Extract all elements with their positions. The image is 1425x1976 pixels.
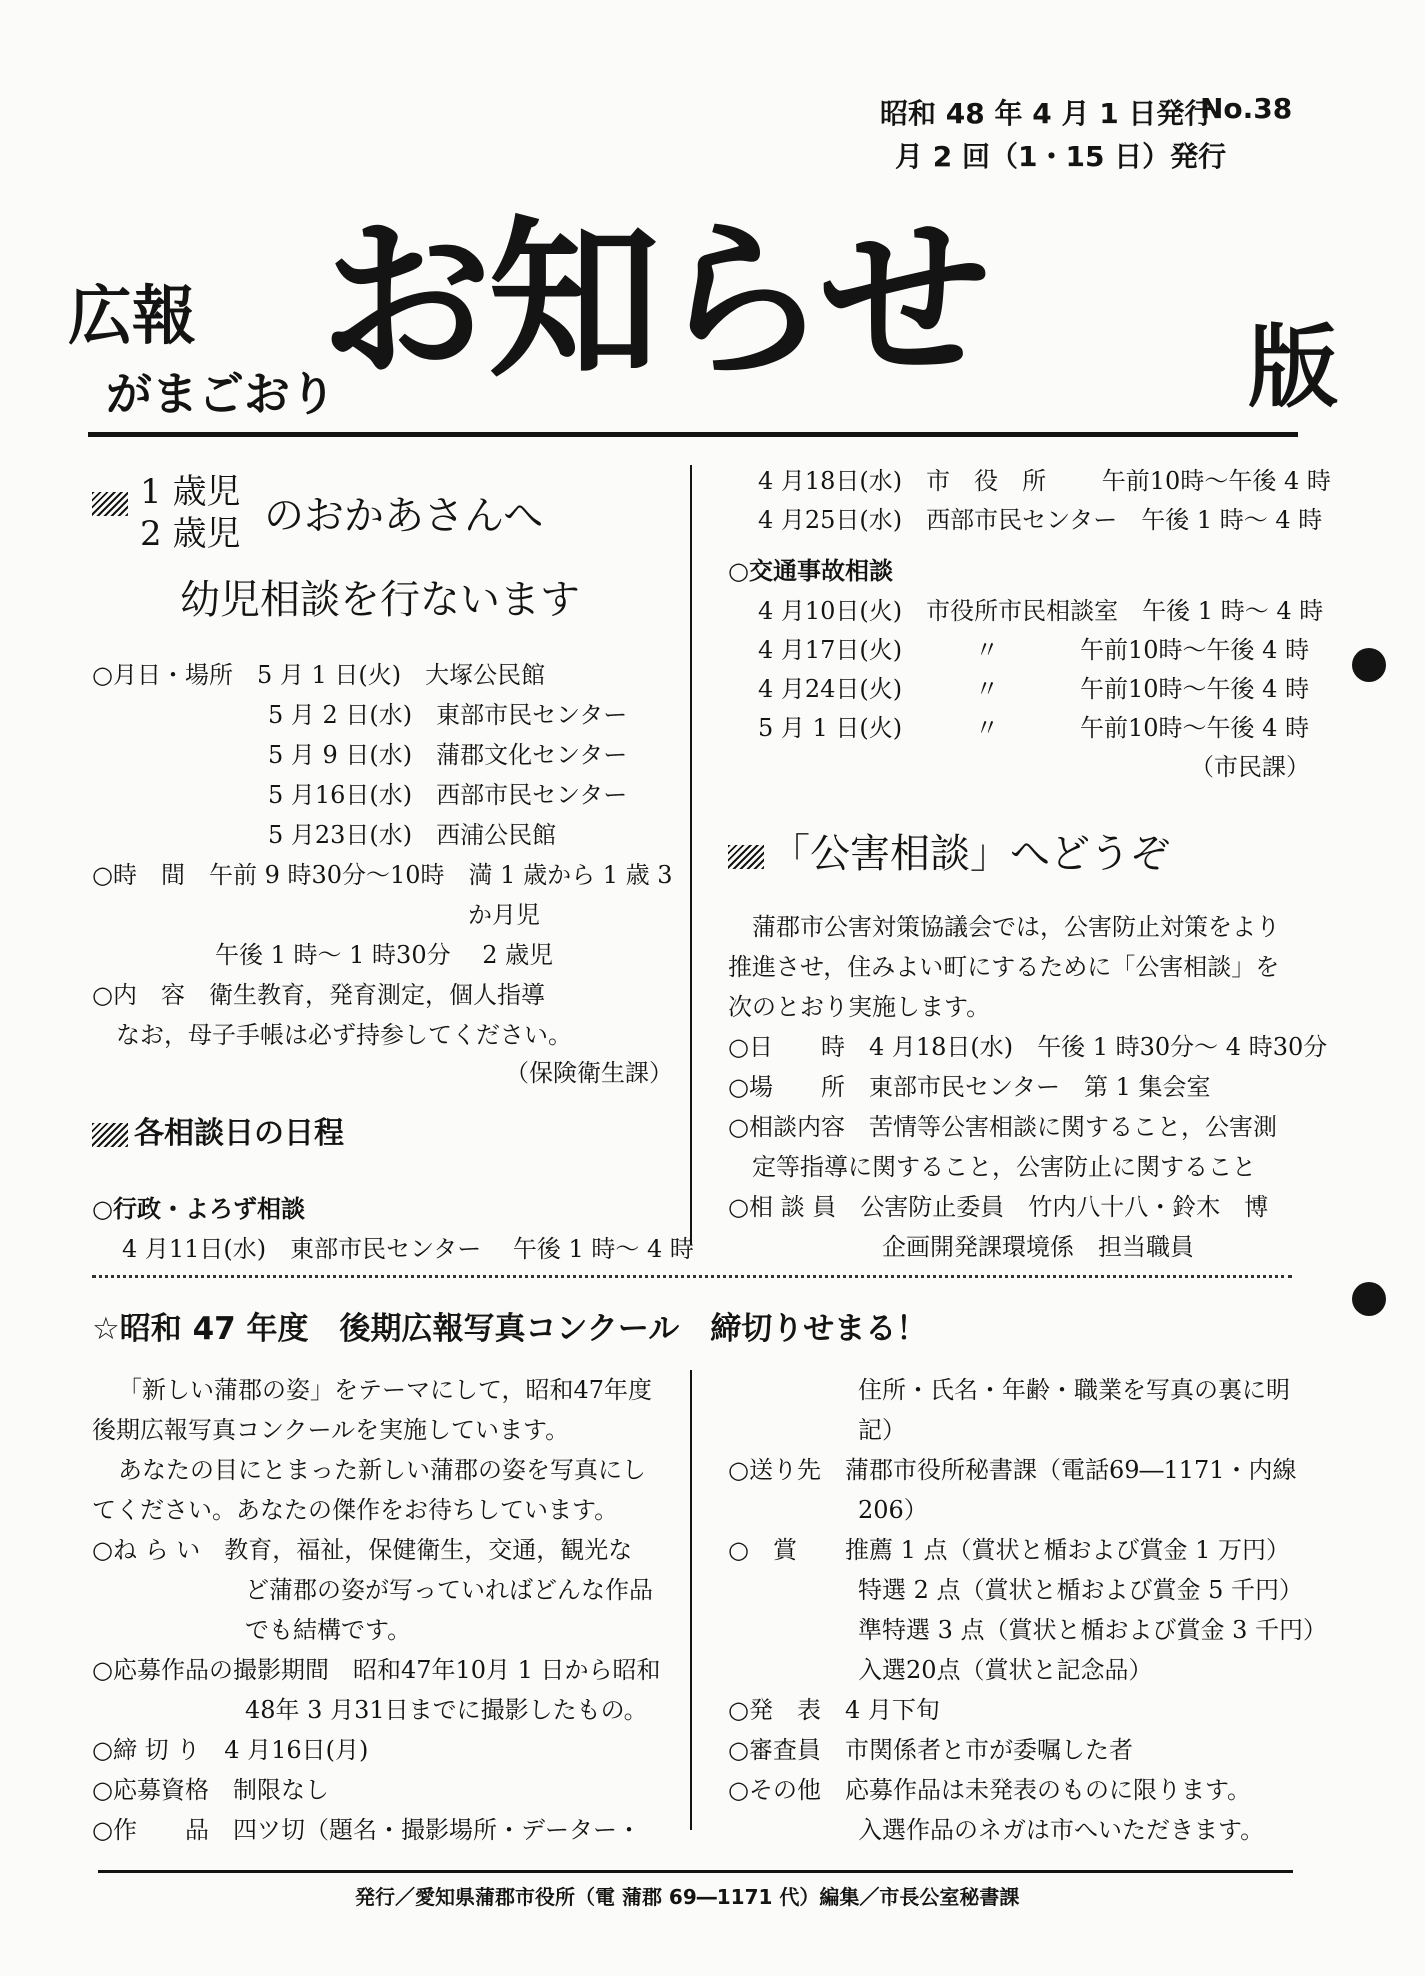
contest-line: 入選20点（賞状と記念品） bbox=[858, 1656, 1153, 1684]
civic-dept: （市民課） bbox=[1190, 753, 1310, 781]
infant-line: なお，母子手帳は必ず持参してください。 bbox=[116, 1021, 572, 1049]
infant-line: ○時 間 午前 9 時30分～10時 満 1 歳から 1 歳 3 bbox=[92, 861, 673, 889]
section-separator bbox=[92, 1275, 1292, 1278]
contest-line: 入選作品のネガは市へいただきます。 bbox=[858, 1816, 1265, 1844]
contest-line: ど蒲郡の姿が写っていればどんな作品 bbox=[245, 1576, 653, 1604]
infant-line: ○内 容 衛生教育，発育測定，個人指導 bbox=[92, 981, 545, 1009]
pollution-line: 企画開発課環境係 担当職員 bbox=[882, 1233, 1194, 1261]
traffic-row: 4 月24日(火) bbox=[758, 675, 903, 703]
admin-row: 4 月11日(水) 東部市民センター 午後 1 時～ 4 時 bbox=[122, 1235, 694, 1263]
heading-mothers: のおかあさんへ bbox=[264, 493, 544, 539]
ditto-mark: 〃 bbox=[975, 675, 999, 703]
pollution-line: 次のとおり実施します。 bbox=[728, 993, 991, 1021]
ditto-mark: 〃 bbox=[975, 714, 999, 742]
infant-line: 5 月16日(水) 西部市民センター bbox=[268, 781, 628, 809]
pollution-line: ○相談内容 苦情等公害相談に関すること，公害測 bbox=[728, 1113, 1277, 1141]
masthead-title: お知らせ bbox=[320, 198, 987, 401]
issue-number: No.38 bbox=[1200, 92, 1293, 125]
issue-date: 昭和 48 年 4 月 1 日発行 bbox=[880, 97, 1213, 130]
hatch-mark bbox=[92, 492, 128, 516]
pollution-line: ○場 所 東部市民センター 第 1 集会室 bbox=[728, 1073, 1211, 1101]
contest-line: 48年 3 月31日までに撮影したもの。 bbox=[245, 1696, 648, 1724]
infant-line: 午後 1 時～ 1 時30分 2 歳児 bbox=[215, 941, 554, 969]
contest-line: ○作 品 四ツ切（題名・撮影場所・データー・ bbox=[92, 1816, 641, 1844]
footer-publisher: 発行／愛知県蒲郡市役所（電 蒲郡 69―1171 代）編集／市長公室秘書課 bbox=[355, 1885, 1020, 1909]
infant-dept: （保険衛生課） bbox=[505, 1059, 673, 1087]
contest-line: 準特選 3 点（賞状と楯および賞金 3 千円） bbox=[858, 1616, 1328, 1644]
masthead-rule bbox=[88, 432, 1298, 437]
admin-label: ○行政・よろず相談 bbox=[92, 1195, 305, 1223]
pollution-heading: 「公害相談」へどうぞ bbox=[728, 830, 1170, 878]
edition-label: 版 bbox=[1248, 315, 1338, 420]
traffic-time: 午前10時～午後 4 時 bbox=[1080, 675, 1310, 703]
contest-line: ○審査員 市関係者と市が委嘱した者 bbox=[728, 1736, 1133, 1764]
contest-line: ○ね ら い 教育，福祉，保健衛生，交通，観光な bbox=[92, 1536, 633, 1564]
schedule-heading: 各相談日の日程 bbox=[92, 1116, 344, 1152]
contest-line: ○発 表 4 月下旬 bbox=[728, 1696, 940, 1724]
column-divider-top bbox=[690, 465, 692, 1245]
contest-heading: ☆昭和 47 年度 後期広報写真コンクール 締切りせまる！ bbox=[92, 1311, 928, 1347]
footer-rule bbox=[98, 1870, 1293, 1873]
contest-line: 住所・氏名・年齢・職業を写真の裏に明 bbox=[858, 1376, 1290, 1404]
traffic-label: ○交通事故相談 bbox=[728, 557, 893, 585]
contest-line: 206） bbox=[858, 1496, 928, 1524]
pollution-line: ○相 談 員 公害防止委員 竹内八十八・鈴木 博 bbox=[728, 1193, 1269, 1221]
column-divider-bottom bbox=[690, 1370, 692, 1830]
infant-line: 5 月 9 日(水) 蒲郡文化センター bbox=[268, 741, 628, 769]
contest-line: 特選 2 点（賞状と楯および賞金 5 千円） bbox=[858, 1576, 1304, 1604]
gamagoori-label: がまごおり bbox=[106, 367, 336, 421]
infant-subheading: 幼児相談を行ないます bbox=[180, 577, 580, 623]
contest-line: 後期広報写真コンクールを実施しています。 bbox=[92, 1416, 570, 1444]
traffic-row: 4 月10日(火) 市役所市民相談室 午後 1 時～ 4 時 bbox=[758, 597, 1324, 625]
contest-line: ○締 切 り 4 月16日(月) bbox=[92, 1736, 369, 1764]
hatch-mark bbox=[92, 1123, 128, 1147]
punch-hole-icon bbox=[1352, 1282, 1386, 1316]
contest-line: ○その他 応募作品は未発表のものに限ります。 bbox=[728, 1776, 1252, 1804]
pollution-line: 推進させ，住みよい町にするために「公害相談」を bbox=[728, 953, 1280, 981]
contest-line: てください。あなたの傑作をお待ちしています。 bbox=[92, 1496, 619, 1524]
contest-line: ○応募資格 制限なし bbox=[92, 1776, 329, 1804]
issue-frequency: 月 2 回（1・15 日）発行 bbox=[895, 140, 1227, 173]
contest-line: あなたの目にとまった新しい蒲郡の姿を写真にし bbox=[118, 1456, 646, 1484]
punch-hole-icon bbox=[1352, 648, 1386, 682]
traffic-time: 午前10時～午後 4 時 bbox=[1080, 714, 1310, 742]
pollution-line: 定等指導に関すること，公害防止に関すること bbox=[752, 1153, 1256, 1181]
infant-line: 5 月23日(水) 西浦公民館 bbox=[268, 821, 557, 849]
kouhou-label: 広報 bbox=[68, 280, 196, 354]
infant-line: 5 月 2 日(水) 東部市民センター bbox=[268, 701, 628, 729]
pollution-line: 蒲郡市公害対策協議会では，公害防止対策をより bbox=[752, 913, 1280, 941]
heading-age-2: 2 歳児 bbox=[140, 514, 241, 554]
contest-line: 記） bbox=[858, 1416, 906, 1444]
ditto-mark: 〃 bbox=[975, 636, 999, 664]
contest-line: でも結構です。 bbox=[245, 1616, 412, 1644]
traffic-time: 午前10時～午後 4 時 bbox=[1080, 636, 1310, 664]
admin-row: 4 月18日(水) 市 役 所 午前10時～午後 4 時 bbox=[758, 467, 1331, 495]
contest-line: ○応募作品の撮影期間 昭和47年10月 1 日から昭和 bbox=[92, 1656, 661, 1684]
contest-line: ○送り先 蒲郡市役所秘書課（電話69―1171・内線 bbox=[728, 1456, 1297, 1484]
pollution-line: ○日 時 4 月18日(水) 午後 1 時30分～ 4 時30分 bbox=[728, 1033, 1328, 1061]
contest-line: ○ 賞 推薦 1 点（賞状と楯および賞金 1 万円） bbox=[728, 1536, 1290, 1564]
heading-age-1: 1 歳児 bbox=[140, 472, 241, 512]
admin-row: 4 月25日(水) 西部市民センター 午後 1 時～ 4 時 bbox=[758, 506, 1323, 534]
traffic-row: 5 月 1 日(火) bbox=[758, 714, 903, 742]
infant-line: ○月日・場所 5 月 1 日(火) 大塚公民館 bbox=[92, 661, 546, 689]
hatch-mark bbox=[728, 845, 764, 869]
contest-line: 「新しい蒲郡の姿」をテーマにして，昭和47年度 bbox=[118, 1376, 653, 1404]
infant-line: か月児 bbox=[468, 901, 540, 929]
traffic-row: 4 月17日(火) bbox=[758, 636, 903, 664]
